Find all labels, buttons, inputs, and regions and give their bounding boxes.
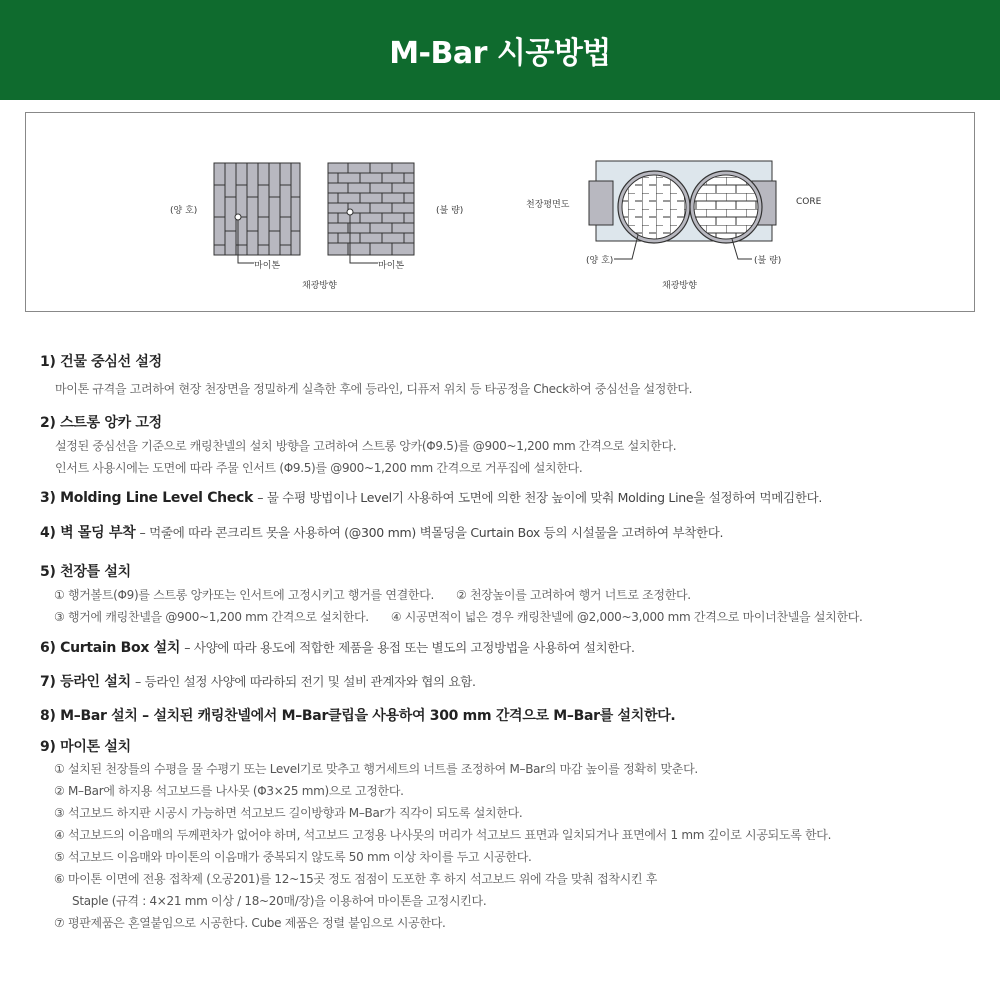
section-4-title: 4) 벽 몰딩 부착 xyxy=(40,525,136,541)
page-header xyxy=(0,0,1000,100)
section-6-desc: – 사양에 따라 용도에 적합한 제품을 용접 또는 별도의 고정방법을 사용하여 설치한다. xyxy=(184,640,635,655)
section-7-desc: – 등라인 설정 사양에 따라하되 전기 및 설비 관계자와 협의 요함. xyxy=(134,674,476,689)
label-bad-1: (불 량) xyxy=(436,206,464,216)
section-4 xyxy=(40,523,980,543)
installation-diagram xyxy=(25,112,975,312)
label-ceiling-plane: 천장평면도 xyxy=(526,200,570,210)
section-9-item-2: ② M–Bar에 하지용 석고보드를 나사못 (Φ3×25 mm)으로 고정한다. xyxy=(54,784,404,798)
page-title: M-Bar 시공방법 xyxy=(389,36,611,71)
section-2-title: 2) 스트롱 앙카 고정 xyxy=(40,415,162,431)
section-9-item-5: ⑤ 석고보드 이음매와 마이톤의 이음매가 중복되지 않도록 50 mm 이상 차이를 두고 시공한다. xyxy=(54,850,532,864)
section-9-item-1: ① 설치된 천장틀의 수평을 물 수평기 또는 Level기로 맞추고 행거세트의 너트를 조정하여 M–Bar의 마감 높이를 정확히 맞춘다. xyxy=(54,762,698,776)
section-5-title: 5) 천장틀 설치 xyxy=(40,564,131,580)
section-6-title: 6) Curtain Box 설치 xyxy=(40,640,181,656)
section-2-line-1: 설정된 중심선을 기준으로 캐링찬넬의 설치 방향을 고려하여 스트롱 앙카(Φ9.5)를 @900~1,200 mm 간격으로 설치한다. xyxy=(55,439,677,453)
section-1-line-1: 마이톤 규격을 고려하여 현장 천장면을 정밀하게 실측한 후에 등라인, 디퓨저 위치 등 타공정을 Check하여 중심선을 설정한다. xyxy=(55,382,693,396)
installation-steps xyxy=(40,352,980,934)
label-lighting-direction-1: 채광방향 xyxy=(302,281,337,291)
label-maiton-1: 마이톤 xyxy=(254,261,281,271)
section-5-item-3: ③ 행거에 캐링찬넬을 @900~1,200 mm 간격으로 설치한다. xyxy=(54,610,369,624)
bad-panel-horizontal xyxy=(328,163,414,263)
section-3-title: 3) Molding Line Level Check xyxy=(40,490,254,506)
section-9-item-6-continued: Staple (규격 : 4×21 mm 이상 / 18~20매/장)을 이용하여 마이톤을 고정시킨다. xyxy=(72,894,487,908)
section-2-line-2: 인서트 사용시에는 도면에 따라 주물 인서트 (Φ9.5)를 @900~1,200 mm 간격으로 거푸집에 설치한다. xyxy=(55,461,583,475)
section-7 xyxy=(40,672,980,692)
label-good-2: (양 호) xyxy=(586,256,614,266)
section-9-item-3: ③ 석고보드 하지판 시공시 가능하면 석고보드 길이방향과 M–Bar가 직각이 되도록 설치한다. xyxy=(54,806,523,820)
section-9-item-4: ④ 석고보드의 이음매의 두께편차가 없어야 하며, 석고보드 고정용 나사못의 머리가 석고보드 표면과 일치되거나 표면에서 1 mm 깊이로 시공되도록 한다. xyxy=(54,828,832,842)
good-panel-vertical xyxy=(214,163,300,263)
section-9 xyxy=(40,737,980,934)
section-4-desc: – 먹줄에 따라 콘크리트 못을 사용하여 (@300 mm) 벽몰딩을 Curtain Box 등의 시설물을 고려하여 부착한다. xyxy=(139,525,724,540)
section-1-title: 1) 건물 중심선 설정 xyxy=(40,354,162,370)
section-5-item-2: ② 천장높이를 고려하여 행거 너트로 조정한다. xyxy=(456,588,691,602)
section-8-title: 8) M–Bar 설치 – 설치된 캐링찬넬에서 M–Bar클립을 사용하여 300 mm 간격으로 M–Bar를 설치한다. xyxy=(40,708,676,724)
section-9-item-6: ⑥ 마이톤 이면에 전용 접착제 (오공201)를 12~15곳 정도 점점이 도포한 후 하지 석고보드 위에 각을 맞춰 접착시킨 후 xyxy=(54,872,658,886)
section-5 xyxy=(40,562,980,628)
label-maiton-2: 마이톤 xyxy=(378,261,405,271)
section-9-item-7: ⑦ 평판제품은 혼열붙임으로 시공한다. Cube 제품은 정렬 붙임으로 시공한다. xyxy=(54,916,446,930)
section-5-item-1: ① 행거볼트(Φ9)를 스트롱 앙카또는 인서트에 고정시키고 행거를 연결한다. xyxy=(54,588,434,602)
label-bad-2: (불 량) xyxy=(754,256,782,266)
section-8 xyxy=(40,706,980,726)
section-1 xyxy=(40,352,980,400)
diagram-drawing xyxy=(26,113,974,311)
section-7-title: 7) 등라인 설치 xyxy=(40,674,131,690)
label-good-1: (양 호) xyxy=(170,206,198,216)
section-5-item-4: ④ 시공면적이 넓은 경우 캐링찬넬에 @2,000~3,000 mm 간격으로 마이너찬넬을 설치한다. xyxy=(390,610,863,624)
label-core: CORE xyxy=(796,197,822,207)
ceiling-plan xyxy=(589,161,776,259)
section-2 xyxy=(40,413,980,479)
label-lighting-direction-2: 채광방향 xyxy=(662,281,697,291)
section-3 xyxy=(40,488,980,508)
section-6 xyxy=(40,638,980,658)
section-3-desc: – 물 수평 방법이나 Level기 사용하여 도면에 의한 천장 높이에 맞춰 Molding Line을 설정하여 먹메김한다. xyxy=(257,490,823,505)
section-9-title: 9) 마이톤 설치 xyxy=(40,739,131,755)
